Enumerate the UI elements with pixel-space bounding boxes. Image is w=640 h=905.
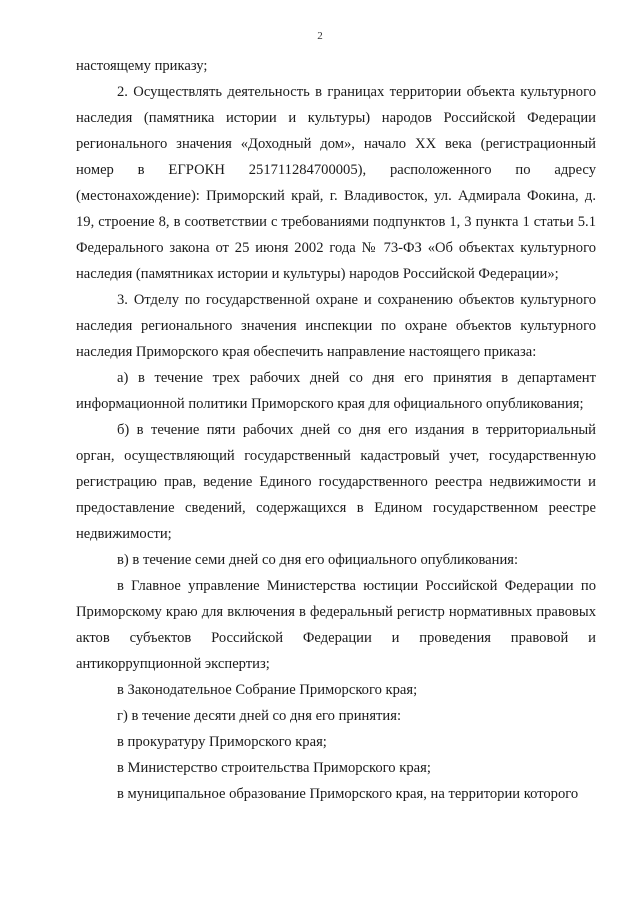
paragraph-municipality: в муниципальное образование Приморского края, на территории которого xyxy=(117,786,579,802)
paragraph-legislative-assembly: в Законодательное Собрание Приморского края; xyxy=(117,682,418,698)
paragraph-prosecutor: в прокуратуру Приморского края; xyxy=(117,734,327,750)
paragraph-ministry-construction: в Министерство строительства Приморского края; xyxy=(117,760,431,776)
paragraph-item-3: 3. Отделу по государственной охране и сохранению объектов культурного наследия регионального значения инспекции по охране объектов культурного наследия Приморского края обеспечить направление настоящего приказа: xyxy=(76,292,596,360)
paragraph-subitem-b: б) в течение пяти рабочих дней со дня его издания в территориальный орган, осуществляющий государственный кадастровый учет, государственную регистрацию прав, ведение Единого государственного реестра недвижимости и предоставление сведений, содержащихся в Едином государственном реестре недвижимости; xyxy=(76,422,596,542)
page-number: 2 xyxy=(317,30,323,42)
paragraph-ministry-justice: в Главное управление Министерства юстиции Российской Федерации по Приморскому краю для включения в федеральный регистр нормативных правовых актов субъектов Российской Федерации и проведения правовой и антикоррупционной экспертиз; xyxy=(76,578,596,672)
paragraph-item-2: 2. Осуществлять деятельность в границах территории объекта культурного наследия (памятника истории и культуры) народов Российской Федерации регионального значения «Доходный дом», начало XX века (регистрационный номер в ЕГРОКН 251711284700005), расположенного по адресу (местонахождение): Приморский край, г. Владивосток, ул. Адмирала Фокина, д. 19, строение 8, в соответствии с требованиями подпунктов 1, 3 пункта 1 статьи 5.1 Федерального закона от 25 июня 2002 года № 73-ФЗ «Об объектах культурного наследия (памятниках истории и культуры) народов Российской Федерации»; xyxy=(76,84,596,282)
paragraph-subitem-a: а) в течение трех рабочих дней со дня его принятия в департамент информационной политики Приморского края для официального опубликования; xyxy=(76,370,596,412)
paragraph-continuation: настоящему приказу; xyxy=(76,58,208,74)
paragraph-subitem-v: в) в течение семи дней со дня его официального опубликования: xyxy=(117,552,519,568)
paragraph-subitem-g: г) в течение десяти дней со дня его принятия: xyxy=(117,708,402,724)
document-body xyxy=(76,53,596,807)
